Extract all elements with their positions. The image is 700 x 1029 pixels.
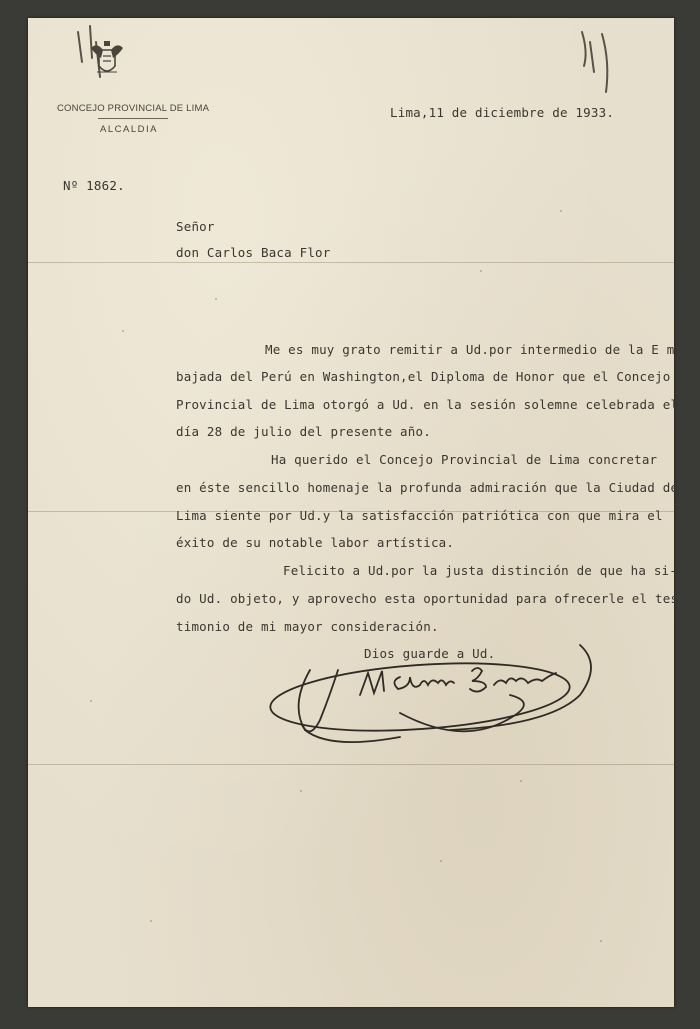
corner-mark-right [572, 22, 622, 102]
letterhead-office: ALCALDIA [100, 124, 158, 135]
coat-of-arms-icon [85, 38, 129, 82]
body-line: Ha querido el Concejo Provincial de Lima concretar [271, 452, 658, 467]
body-line: Me es muy grato remitir a Ud.por intermedio de la E m- [265, 342, 683, 357]
body-line: do Ud. objeto, y aprovecho esta oportunidad para ofrecerle el tes [176, 591, 679, 606]
closing-line: Dios guarde a Ud. [364, 646, 496, 661]
reference-number: Nº 1862. [63, 178, 125, 193]
paper-speck [300, 790, 302, 792]
paper-fold-line [28, 262, 674, 263]
paper-fold-line [28, 764, 674, 765]
paper-speck [215, 298, 217, 300]
paper-speck [520, 780, 522, 782]
body-line: bajada del Perú en Washington,el Diploma de Honor que el Concejo [176, 369, 671, 384]
paper-speck [122, 330, 124, 332]
body-line: Felicito a Ud.por la justa distinción de que ha si- [283, 563, 678, 578]
paper-speck [600, 940, 602, 942]
body-line: Lima siente por Ud.y la satisfacción patriótica con que mira el [176, 508, 663, 523]
body-line: timonio de mi mayor consideración. [176, 619, 439, 634]
paper-speck [90, 700, 92, 702]
paper-speck [150, 920, 152, 922]
letterhead-rule [98, 118, 168, 119]
date-line: Lima,11 de diciembre de 1933. [390, 105, 615, 120]
body-line: en éste sencillo homenaje la profunda admiración que la Ciudad de [176, 480, 679, 495]
letterhead-institution: CONCEJO PROVINCIAL DE LIMA [57, 103, 210, 114]
body-line: Provincial de Lima otorgó a Ud. en la sesión solemne celebrada el [176, 397, 679, 412]
paper-speck [560, 210, 562, 212]
body-line: éxito de su notable labor artística. [176, 535, 455, 550]
recipient-name: don Carlos Baca Flor [176, 245, 331, 260]
recipient-salutation: Señor [176, 219, 215, 234]
paper-speck [480, 270, 482, 272]
body-line: día 28 de julio del presente año. [176, 424, 431, 439]
signature [250, 625, 610, 760]
paper-speck [440, 860, 442, 862]
